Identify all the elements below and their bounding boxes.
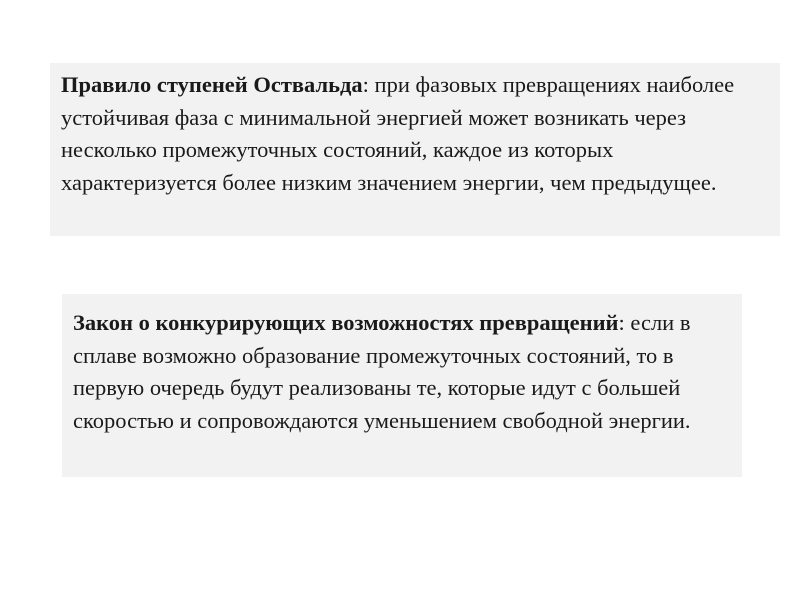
competing-transformations-block: [62, 294, 742, 477]
competing-law-text: если в сплаве возможно образование промежуточных состояний, то в первую очередь будут реализованы те, которые идут с большей скоростью и сопровождаются уменьшением свободной энергии.: [73, 310, 691, 433]
ostwald-rule-term: Правило ступеней Оствальда: [61, 72, 363, 97]
ostwald-rule-separator: :: [362, 72, 369, 97]
ostwald-rule-text: при фазовых превращениях наиболее устойчивая фаза с минимальной энергией может возникать через несколько промежуточных состояний, каждое из которых характеризуется более низким значением энергии, чем предыдущее.: [61, 72, 735, 195]
competing-law-separator: :: [618, 310, 625, 335]
competing-law-term: Закон о конкурирующих возможностях превращений: [73, 310, 619, 335]
ostwald-rule-block: [50, 63, 780, 236]
